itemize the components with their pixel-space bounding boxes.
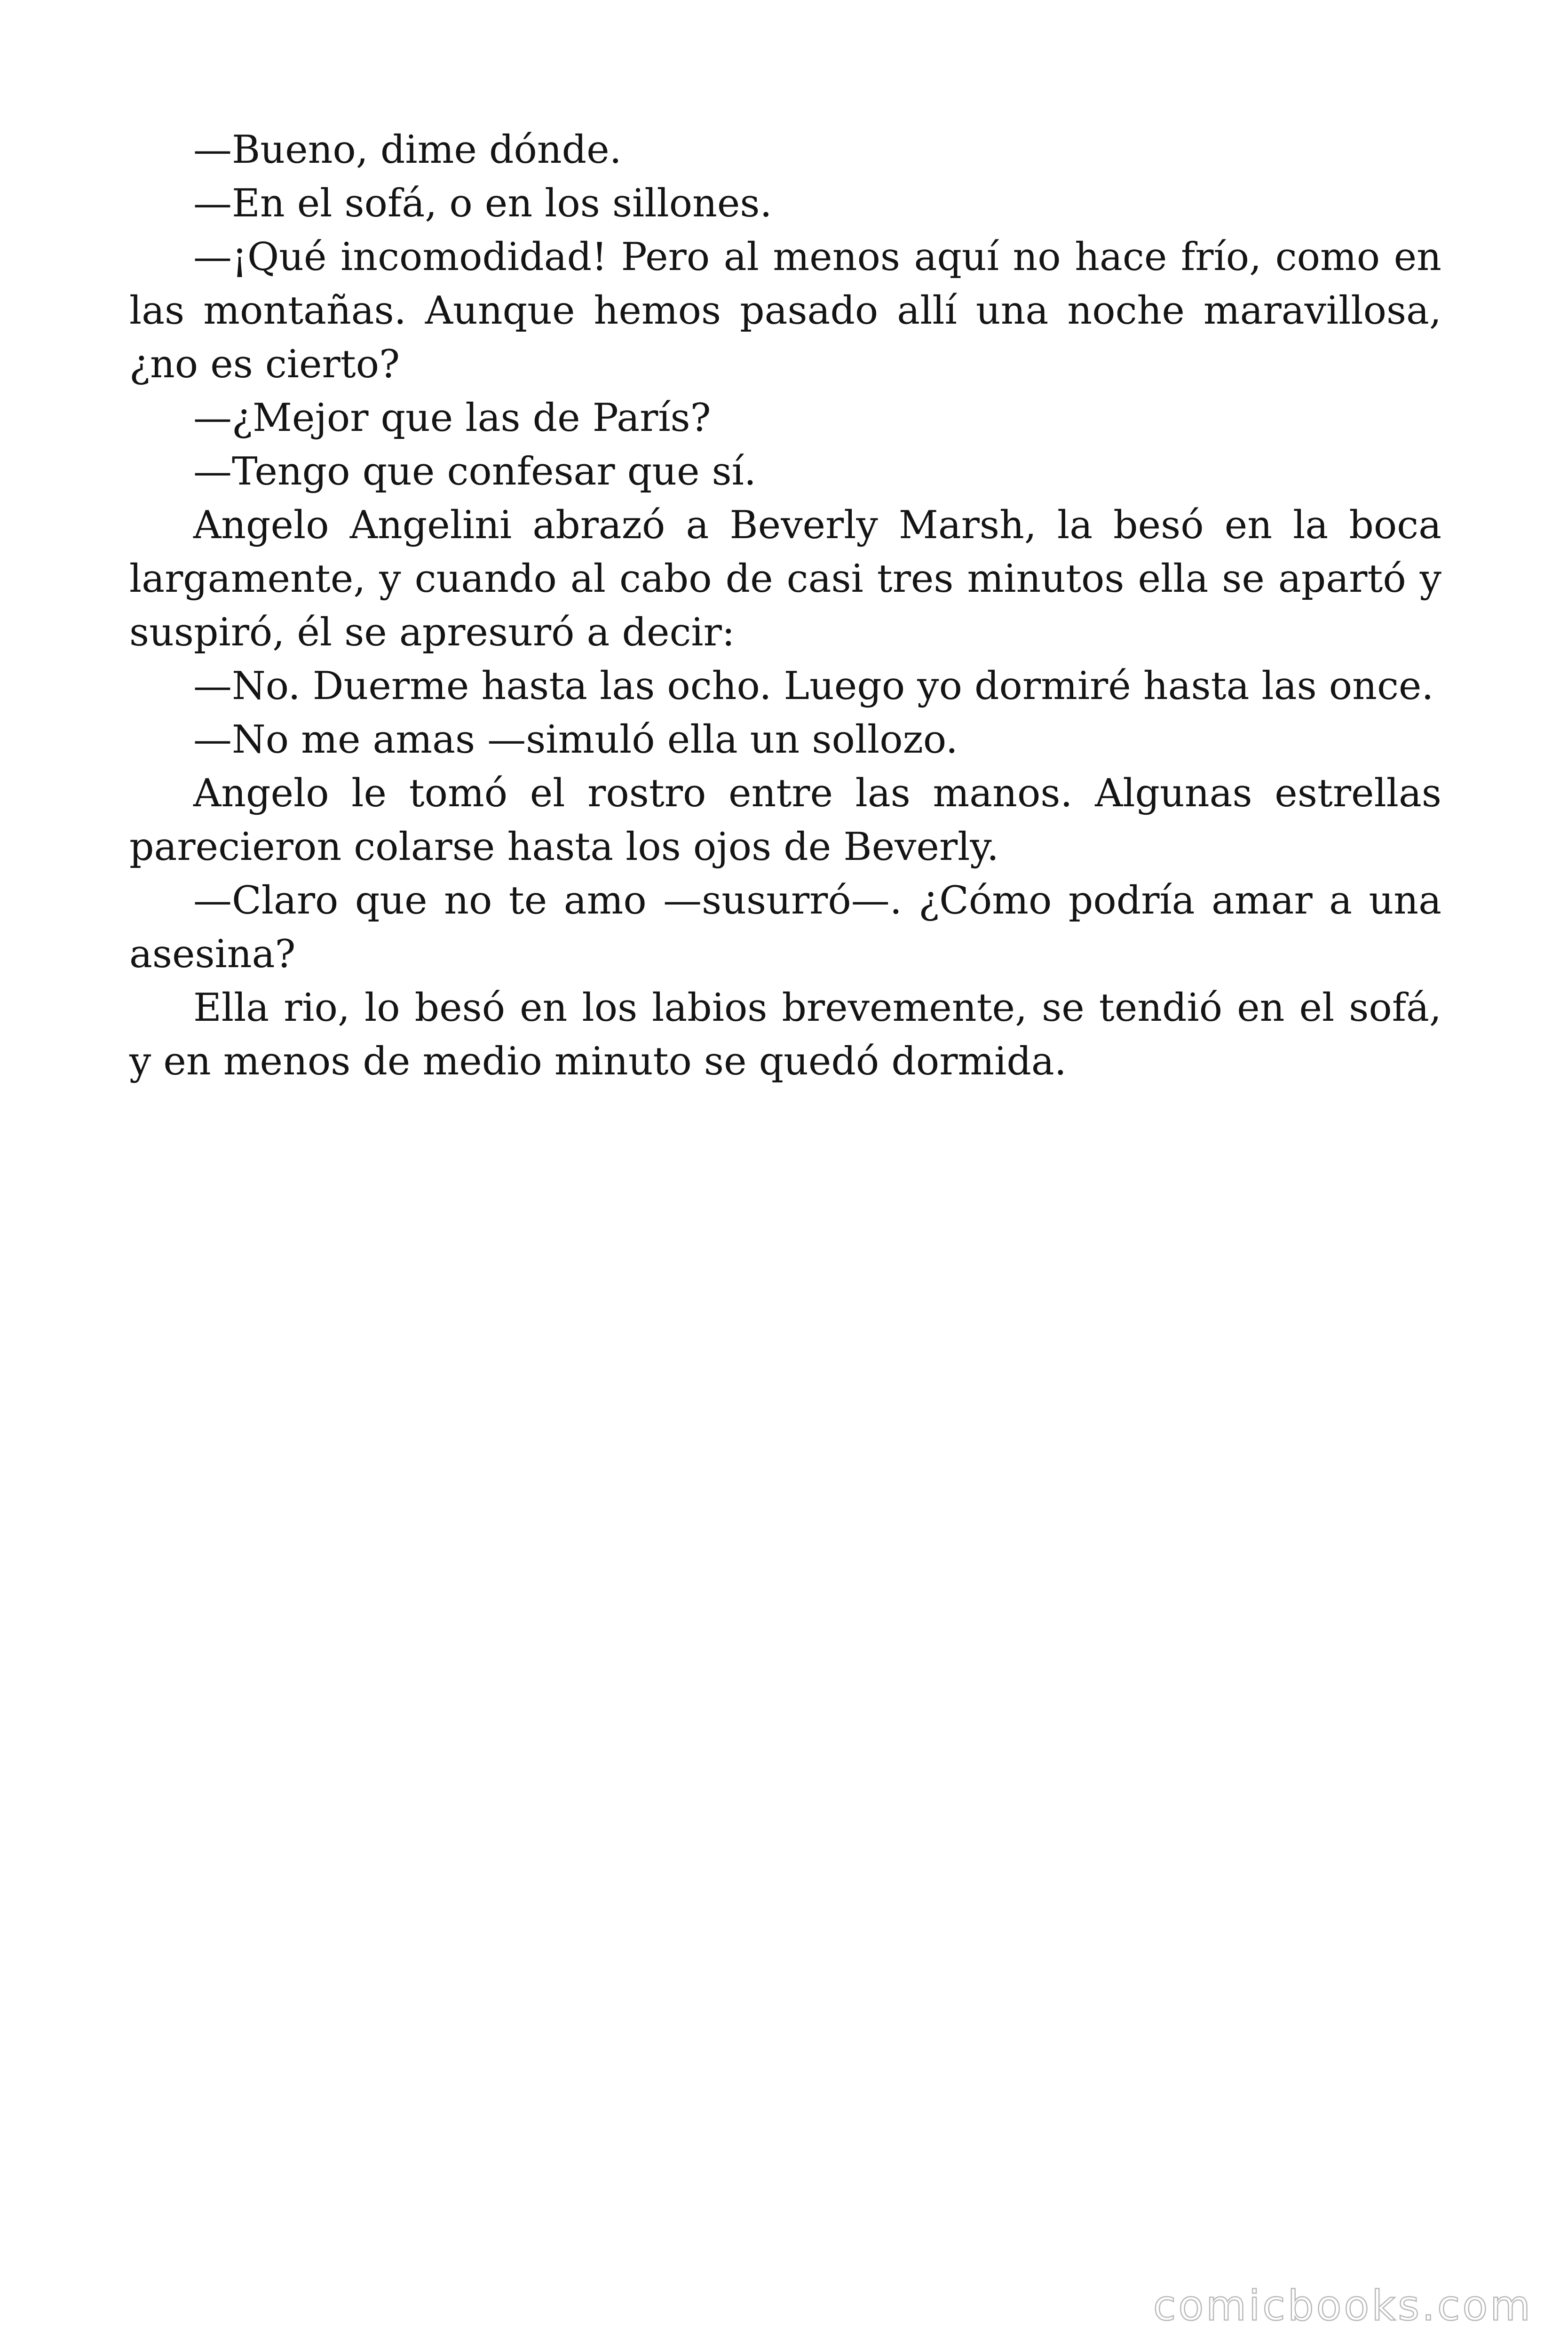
page-text: [129, 123, 1441, 1089]
paragraph: —No me amas —simuló ella un sollozo.: [193, 717, 958, 762]
paragraph: —¡Qué incomodidad! Pero al menos aquí no hace frío, como en las montañas. Aunque hemos pasado allí una noche maravillosa, ¿no es cierto?: [129, 235, 1441, 387]
paragraph: Angelo le tomó el rostro entre las manos. Algunas estrellas parecieron colarse hasta los ojos de Beverly.: [129, 771, 1441, 869]
paragraph: —No. Duerme hasta las ocho. Luego yo dormiré hasta las once.: [193, 664, 1434, 708]
paragraph: —Bueno, dime dónde.: [193, 127, 622, 172]
paragraph: Ella rio, lo besó en los labios brevemente, se tendió en el sofá, y en menos de medio minuto se quedó dormida.: [129, 985, 1441, 1084]
paragraph: —¿Mejor que las de París?: [193, 396, 711, 440]
paragraph: —Claro que no te amo —susurró—. ¿Cómo podría amar a una asesina?: [129, 878, 1441, 977]
paragraph: —En el sofá, o en los sillones.: [193, 181, 772, 226]
paragraph: Angelo Angelini abrazó a Beverly Marsh, la besó en la boca largamente, y cuando al cabo de casi tres minutos ella se apartó y suspiró, él se apresuró a decir:: [129, 503, 1441, 655]
paragraph: —Tengo que confesar que sí.: [193, 449, 756, 494]
watermark: comicbooks.com: [1153, 2281, 1533, 2330]
